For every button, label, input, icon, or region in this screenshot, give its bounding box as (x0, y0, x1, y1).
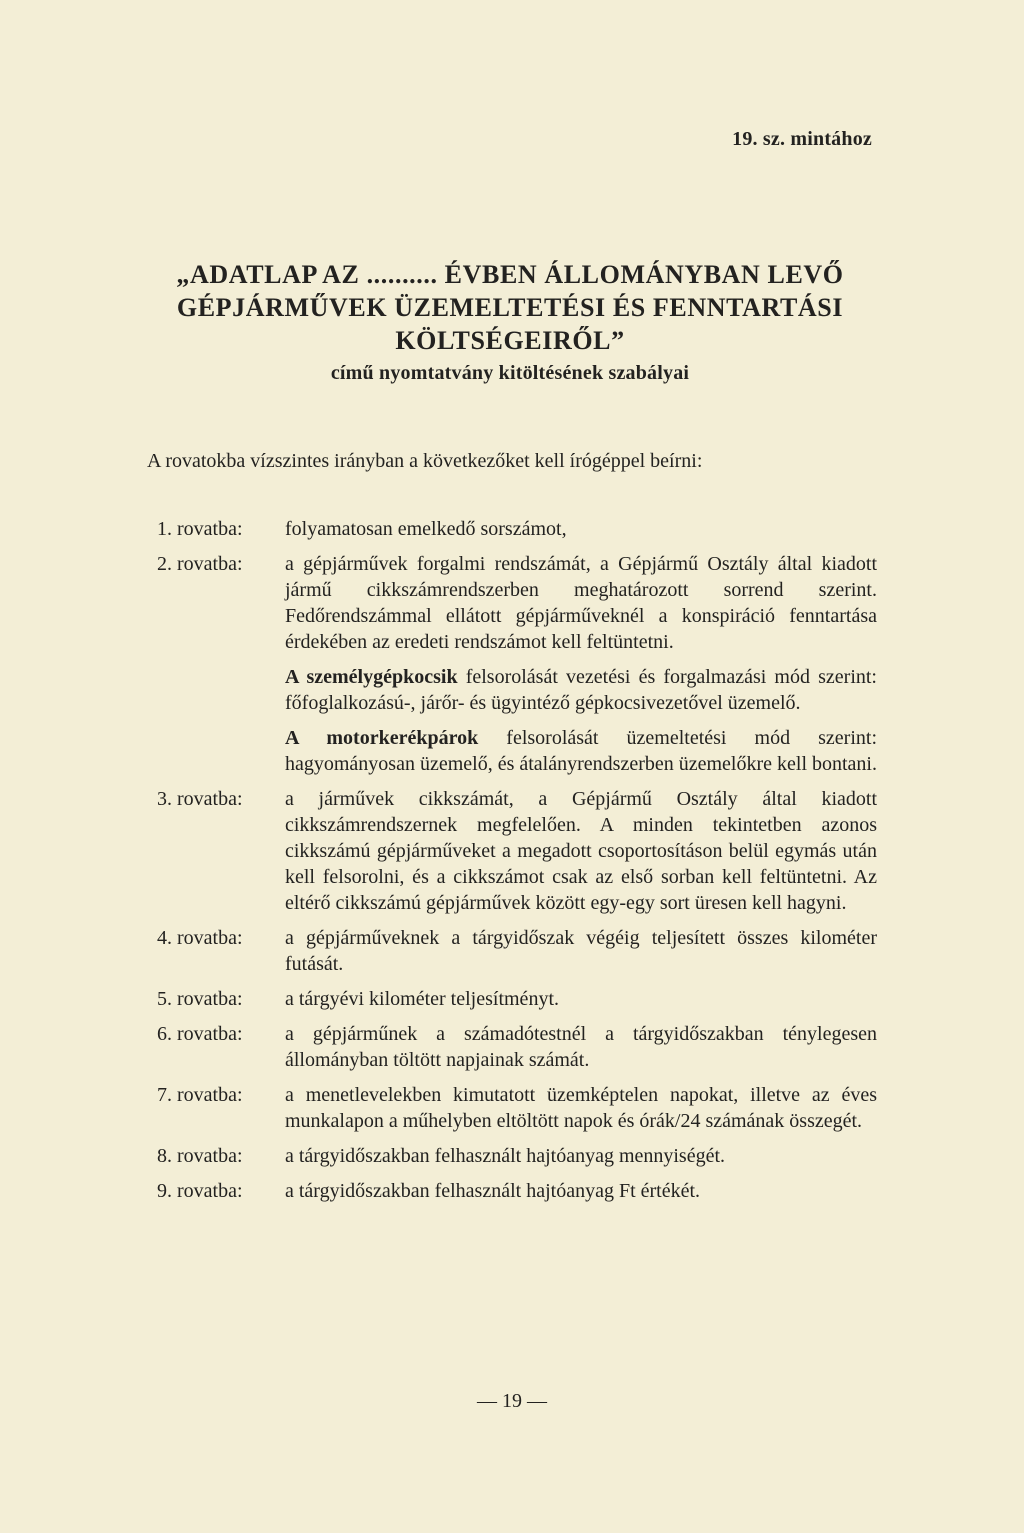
rule-paragraph (285, 1021, 877, 1073)
rule-item (157, 986, 877, 1012)
bold-lead: A személygépkocsik (285, 666, 458, 688)
rule-text (285, 1178, 877, 1204)
rule-text (285, 1021, 877, 1073)
paragraph-text: a gépjárműnek a számadótestnél a tárgyidőszakban ténylegesen állományban töltött napjainak számát. (285, 1023, 877, 1071)
paragraph-text: a tárgyévi kilométer teljesítményt. (285, 988, 559, 1010)
paragraph-text: a tárgyidőszakban felhasznált hajtóanyag Ft értékét. (285, 1180, 701, 1202)
rule-label: 2. rovatba: (157, 553, 243, 575)
rule-label: 9. rovatba: (157, 1180, 243, 1202)
rule-label: 4. rovatba: (157, 927, 243, 949)
paragraph-text: a tárgyidőszakban felhasznált hajtóanyag mennyiségét. (285, 1145, 726, 1167)
paragraph-text: a menetlevelekben kimutatott üzemképtelen napokat, illetve az éves munkalapon a műhelyben eltöltött napok és órák/24 számának összegét. (285, 1084, 877, 1132)
rule-paragraph (285, 551, 877, 655)
rule-item (157, 1178, 877, 1204)
rule-label: 7. rovatba: (157, 1084, 243, 1106)
title-line: KÖLTSÉGEIRŐL” (395, 326, 625, 355)
rule-label: 5. rovatba: (157, 988, 243, 1010)
form-reference: 19. sz. mintához (732, 128, 872, 150)
rule-text (285, 1143, 877, 1169)
rule-item (157, 925, 877, 977)
rule-item (157, 1082, 877, 1134)
rule-label: 1. rovatba: (157, 518, 243, 540)
rule-text (285, 925, 877, 977)
paragraph-text: felsorolását üzemeltetési mód szerint: hagyományosan üzemelő, és átalányrendszerben üzemelőkre kell bontani. (285, 727, 877, 775)
rule-text (285, 516, 877, 542)
rule-paragraph (285, 1143, 877, 1169)
rule-label: 6. rovatba: (157, 1023, 243, 1045)
rule-item (157, 551, 877, 777)
rule-paragraph (285, 664, 877, 716)
document-title (140, 258, 880, 357)
rule-paragraph (285, 786, 877, 916)
rule-label: 3. rovatba: (157, 788, 243, 810)
title-line: „ADATLAP AZ .......... ÉVBEN ÁLLOMÁNYBAN LEVŐ (176, 260, 844, 289)
rule-paragraph (285, 516, 877, 542)
rule-paragraph (285, 986, 877, 1012)
rule-paragraph (285, 1082, 877, 1134)
rule-item (157, 1143, 877, 1169)
paragraph-text: a járművek cikkszámát, a Gépjármű Osztály által kiadott cikkszámrendszernek megfelelően. A minden tekintetben azonos cikkszámú gépjárműveket a megadott csoportosításon belül egymás után kell felsorolni, és a cikkszámot csak az első sorban kell feltüntetni. Az eltérő cikkszámú gépjárművek között egy-egy sort üresen kell hagyni. (285, 788, 877, 914)
rule-text (285, 786, 877, 916)
title-line: GÉPJÁRMŰVEK ÜZEMELTETÉSI ÉS FENNTARTÁSI (176, 293, 844, 322)
paragraph-text: a gépjárművek forgalmi rendszámát, a Gépjármű Osztály által kiadott jármű cikkszámrendszerben meghatározott sorrend szerint. Fedőrendszámmal ellátott gépjárműveknél a konspiráció fenntartása érdekében az eredeti rendszámot kell feltüntetni. (285, 553, 877, 653)
rule-label: 8. rovatba: (157, 1145, 243, 1167)
paragraph-text: a gépjárműveknek a tárgyidőszak végéig teljesített összes kilométer futását. (285, 927, 877, 975)
paragraph-text: folyamatosan emelkedő sorszámot, (285, 518, 567, 540)
rule-text (285, 551, 877, 777)
document-subtitle: című nyomtatvány kitöltésének szabályai (330, 362, 690, 384)
rule-paragraph (285, 1178, 877, 1204)
rule-text (285, 986, 877, 1012)
rules-list (157, 516, 877, 1213)
bold-lead: A motorkerékpárok (285, 727, 479, 749)
rule-paragraph (285, 925, 877, 977)
paragraph-text: felsorolását vezetési és forgalmazási mód szerint: főfoglalkozású-, járőr- és ügyintéző gépkocsivezetővel üzemelő. (285, 666, 877, 714)
rule-item (157, 1021, 877, 1073)
rule-paragraph (285, 725, 877, 777)
rule-item (157, 786, 877, 916)
rule-item (157, 516, 877, 542)
rule-text (285, 1082, 877, 1134)
page-number: — 19 — (477, 1390, 547, 1412)
intro-paragraph: A rovatokba vízszintes irányban a következőket kell írógéppel beírni: (147, 450, 703, 472)
